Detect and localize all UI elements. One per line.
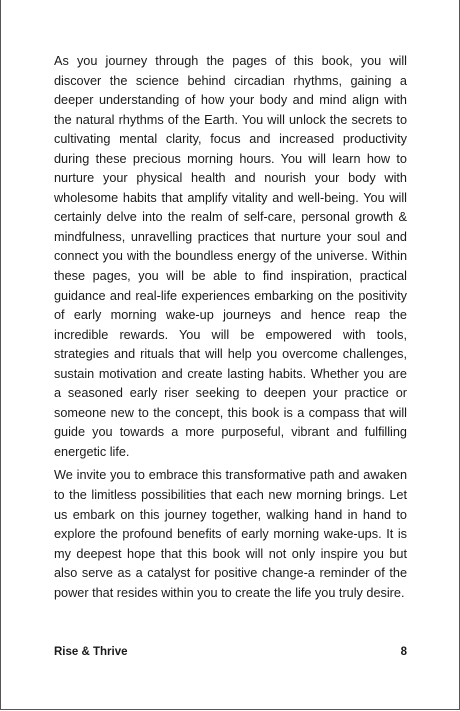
page-footer bbox=[54, 646, 407, 658]
body-text bbox=[54, 52, 407, 603]
footer-page-number: 8 bbox=[400, 646, 407, 658]
paragraph-2: We invite you to embrace this transformative path and awaken to the limitless possibilities that each new morning brings. Let us embark on this journey together, walking hand in hand to explore the profound benefits of early morning wake-ups. It is my deepest hope that this book will not only inspire you but also serve as a catalyst for positive change-a reminder of the power that resides within you to create the life you truly desire. bbox=[54, 468, 407, 600]
footer-book-title: Rise & Thrive bbox=[54, 646, 128, 658]
paragraph-1: As you journey through the pages of this book, you will discover the science behind circadian rhythms, gaining a deeper understanding of how your body and mind align with the natural rhythms of the Earth. You will unlock the secrets to cultivating mental clarity, focus and increased productivity during these precious morning hours. You will learn how to nurture your physical health and nourish your body with wholesome habits that amplify vitality and well-being. You will certainly delve into the realm of self-care, personal growth & mindfulness, unravelling practices that nurture your soul and connect you with the boundless energy of the universe. Within these pages, you will be able to find inspiration, practical guidance and real-life experiences embarking on the positivity of early morning wake-up journeys and hence reap the incredible rewards. You will be empowered with tools, strategies and rituals that will help you overcome challenges, sustain motivation and create lasting habits. Whether you are a seasoned early riser seeking to deepen your practice or someone new to the concept, this book is a compass that will guide you towards a more purposeful, vibrant and fulfilling energetic life. bbox=[54, 54, 407, 459]
